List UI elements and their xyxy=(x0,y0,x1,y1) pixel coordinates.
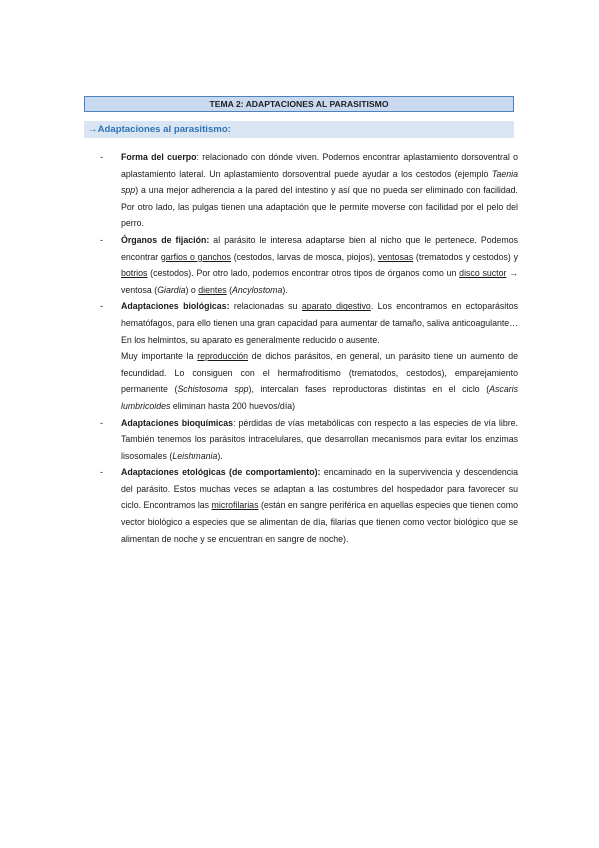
text-run: : relacionado con dónde viven. Podemos encontrar aplastamiento dorsoventral o aplastamiento lateral. Un aplastamiento dorsoventral puede ayudar a los cestodos (ejemplo xyxy=(121,152,519,179)
section-heading-text: Adaptaciones al parasitismo: xyxy=(97,124,231,135)
text-run: relacionadas su xyxy=(229,301,302,312)
paragraph xyxy=(121,298,518,348)
italic-term: Ancylostoma xyxy=(232,284,283,295)
bullet-dash: - xyxy=(100,301,104,312)
bullet-dash: - xyxy=(100,152,104,162)
text-run: ), intercalan fases reproductoras distintas en el ciclo ( xyxy=(248,384,490,395)
underlined-term: botrios xyxy=(121,268,148,279)
underlined-term: garfios o ganchos xyxy=(160,251,231,262)
bold-term: Adaptaciones biológicas: xyxy=(121,301,230,312)
text-run: (están en sangre periférica en aquellas especies que tienen como vector biológico a especies que se alimentan de día, filarias que tienen como vector biológico que se alimentan de noche y se encuentran en sangre de noche). xyxy=(121,500,518,544)
paragraph xyxy=(121,149,518,232)
paragraph xyxy=(121,464,518,547)
paragraph xyxy=(121,415,518,465)
underlined-term: reproducción xyxy=(197,351,249,362)
underlined-term: dientes xyxy=(198,284,227,295)
text-run: (cestodos). Por otro lado, podemos encontrar otros tipos de órganos como un xyxy=(147,268,460,279)
text-run: ) o xyxy=(185,284,199,295)
italic-term: Ascaris lumbricoides xyxy=(121,384,518,411)
bold-term: Adaptaciones bioquímicas xyxy=(121,417,234,428)
list-item xyxy=(100,298,518,414)
text-run: Muy importante la xyxy=(121,351,198,362)
text-run: al parásito le interesa adaptarse bien al nicho que le pertenece. Podemos encontrar xyxy=(121,234,518,262)
italic-term: Taenia spp xyxy=(121,168,518,196)
text-run: encaminado en la supervivencia y descendencia del parásito. Estos muchas veces se adaptan a las costumbres del hospedador para favorecer su ciclo. Encontramos las xyxy=(121,467,518,511)
text-run: (trematodos y cestodos) y xyxy=(413,251,518,262)
section-heading xyxy=(84,121,514,138)
bold-term: Órganos de fijación: xyxy=(121,234,210,245)
text-run: ). xyxy=(217,450,223,461)
bold-term: Forma del cuerpo xyxy=(121,152,197,162)
arrow-right-icon: → xyxy=(88,124,98,135)
text-run: de dichos parásitos, en general, un parásito tiene un aumento de fecundidad. Lo consiguen con el hermafroditismo (trematodos, cestodos), emparejamiento permanente ( xyxy=(121,351,518,395)
italic-term: Schistosoma spp xyxy=(177,384,249,395)
paragraph xyxy=(121,232,518,298)
document-title: TEMA 2: ADAPTACIONES AL PARASITISMO xyxy=(84,96,514,112)
text-run: → ventosa ( xyxy=(121,268,519,295)
underlined-term: aparato digestivo xyxy=(301,301,371,312)
list-item xyxy=(100,232,518,298)
paragraph xyxy=(121,348,518,414)
text-run: : pérdidas de vías metabólicas con respecto a las especies de vía libre. También tenemos los parásitos intracelulares, que desarrollan mecanismos para evitar los enzimas lisosomales ( xyxy=(121,417,519,461)
bullet-dash: - xyxy=(100,417,104,428)
bold-term: Adaptaciones etológicas (de comportamiento): xyxy=(121,467,321,478)
text-run: (cestodos, larvas de mosca, piojos), xyxy=(230,251,378,262)
text-run: . Los encontramos en ectoparásitos hematófagos, para ello tienen una gran capacidad para aumentar de tamaño, saliva anticoagulante… En los helmintos, su aparato es generalmente reducido o ausente. xyxy=(121,301,518,345)
text-run: ) a una mejor adherencia a la pared del intestino y así que no pueda ser eliminado con facilidad. Por otro lado, las pulgas tienen una adaptación que le permite moverse con facilidad por el pelo del perro. xyxy=(121,185,518,229)
text-run: ( xyxy=(226,284,233,295)
bullet-dash: - xyxy=(100,467,104,478)
underlined-term: disco suctor xyxy=(459,268,507,279)
bullet-dash: - xyxy=(100,234,104,245)
text-run: ). xyxy=(282,284,288,295)
italic-term: Leishmania xyxy=(172,450,218,461)
text-run: eliminan hasta 200 huevos/día) xyxy=(170,400,296,411)
list-item xyxy=(100,149,518,232)
list-item xyxy=(100,415,518,465)
italic-term: Giardia xyxy=(157,284,186,295)
underlined-term: microfilarias xyxy=(211,500,259,511)
bullet-list xyxy=(100,149,518,547)
underlined-term: ventosas xyxy=(377,251,414,262)
list-item xyxy=(100,464,518,547)
